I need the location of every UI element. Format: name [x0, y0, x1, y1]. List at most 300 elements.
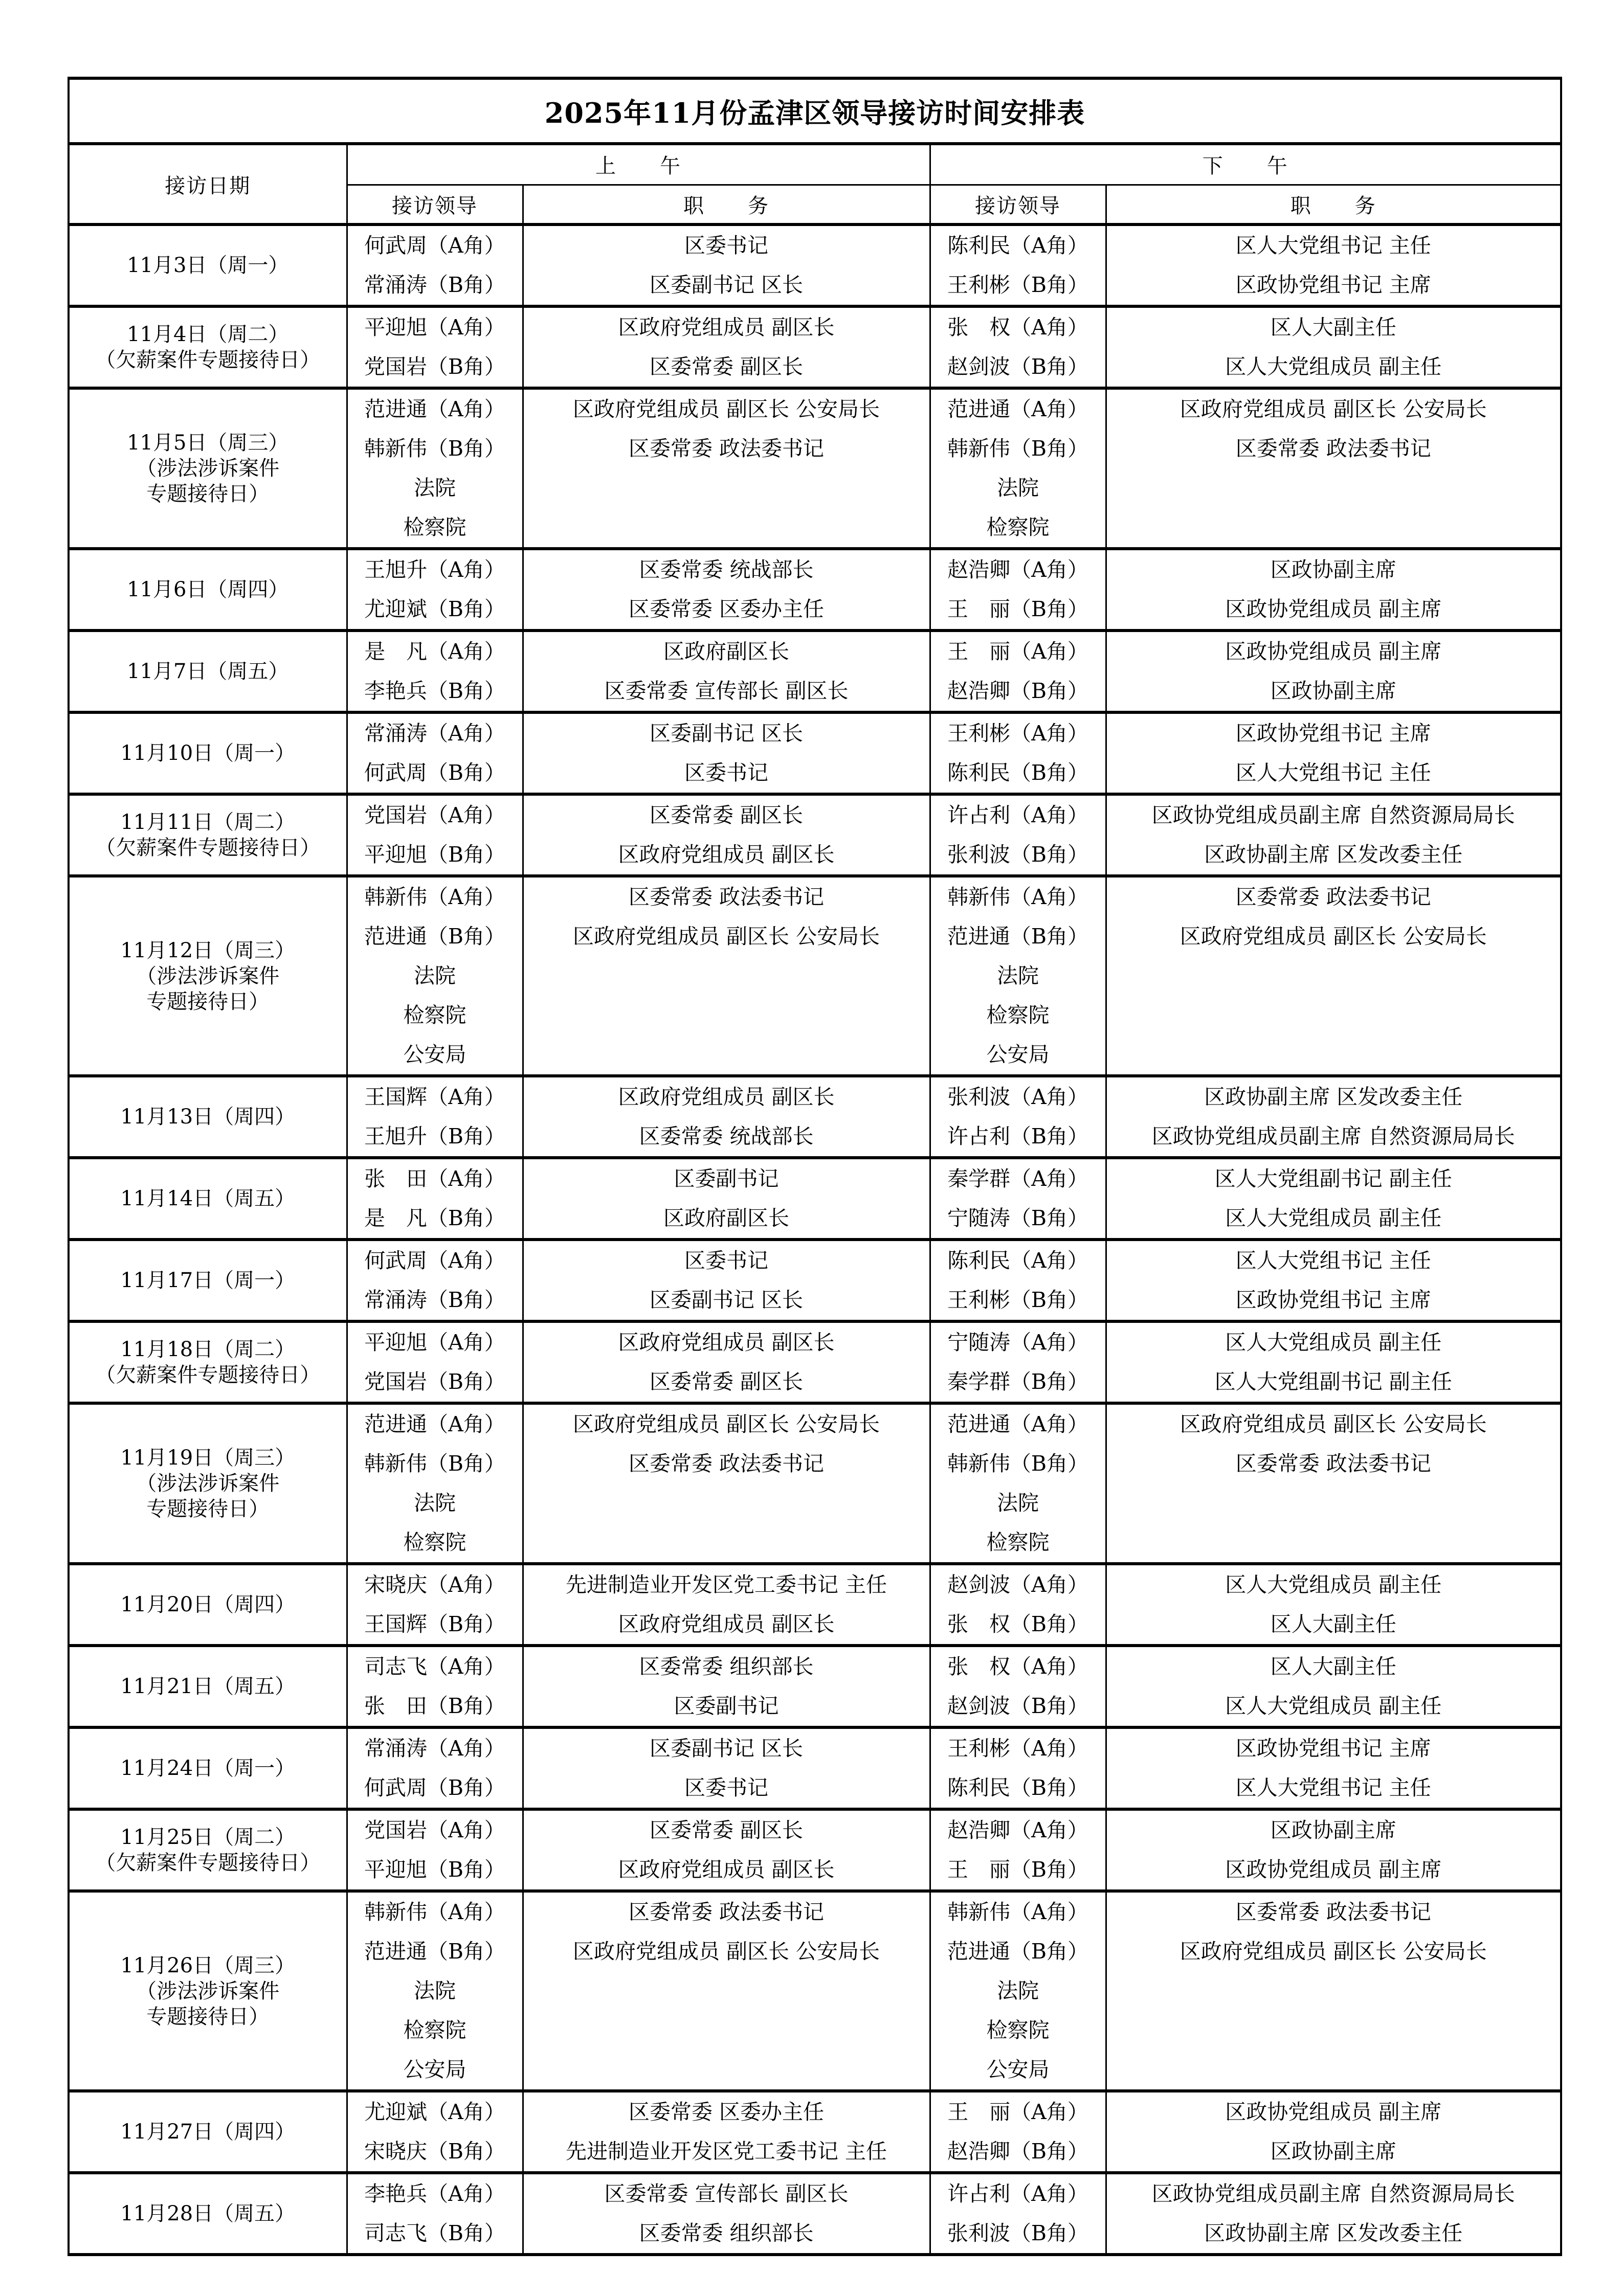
pm-leader: 法院 [997, 476, 1039, 500]
pm-positions-cell [1106, 549, 1561, 631]
pm-leader: 王 丽（A角） [947, 2100, 1088, 2124]
date-label: 11月25日（周二） [120, 1826, 296, 1849]
pm-position: 区政协党组成员 副主席 [1225, 639, 1442, 664]
pm-position: 区政协党组成员副主席 自然资源局局长 [1151, 2181, 1515, 2206]
pm-position: 区人大党组成员 副主任 [1225, 1572, 1442, 1597]
am-position: 区委常委 区委办主任 [628, 2100, 825, 2124]
am-position: 区委常委 政法委书记 [628, 1900, 825, 1924]
am-leaders-cell [347, 1240, 523, 1321]
date-label: 11月18日（周二） [120, 1338, 296, 1361]
am-position: 区政府党组成员 副区长 [618, 1612, 835, 1636]
pm-leader: 许占利（B角） [947, 1124, 1089, 1149]
special-day-note: （涉法涉诉案件 [136, 1472, 280, 1495]
pm-position: 区政府党组成员 副区长 公安局长 [1180, 1939, 1487, 1964]
date-cell [69, 1891, 347, 2091]
am-leader: 张 田（A角） [364, 1166, 505, 1191]
am-positions-cell [523, 1321, 930, 1403]
pm-leader: 张 权（B角） [947, 1612, 1089, 1636]
pm-positions-cell [1106, 1321, 1561, 1403]
am-leader: 李艳兵（B角） [364, 679, 506, 703]
pm-leader: 王 丽（B角） [947, 1857, 1089, 1882]
date-label: 11月19日（周三） [120, 1446, 296, 1470]
date-cell [69, 2173, 347, 2255]
am-positions-cell [523, 1646, 930, 1727]
pm-position: 区委常委 政法委书记 [1235, 436, 1431, 461]
am-positions-cell [523, 1564, 930, 1646]
pm-position: 区人大党组书记 主任 [1235, 233, 1431, 258]
date-label: 11月7日（周五） [127, 660, 289, 683]
pm-position [1107, 468, 1561, 508]
am-position: 区委副书记 区长 [649, 273, 804, 297]
special-day-note: 专题接待日） [146, 989, 270, 1014]
pm-leader: 陈利民（A角） [947, 1248, 1088, 1273]
am-positions-cell [523, 1240, 930, 1321]
am-leader: 司志飞（A角） [364, 1654, 505, 1679]
pm-leaders-cell [930, 876, 1106, 1076]
schedule-row [69, 712, 1561, 794]
am-position: 区委常委 宣传部长 副区长 [604, 2181, 849, 2206]
pm-leaders-cell [930, 306, 1106, 388]
am-leader: 平迎旭（B角） [364, 842, 506, 867]
pm-positions-cell [1106, 224, 1561, 306]
am-positions-cell [523, 2173, 930, 2255]
pm-position [1107, 996, 1561, 1035]
schedule-row [69, 1646, 1561, 1727]
pm-leader: 韩新伟（B角） [947, 436, 1089, 461]
special-day-note: （涉法涉诉案件 [136, 457, 280, 480]
am-position: 区政府党组成员 副区长 [618, 1857, 835, 1882]
am-leaders-cell [347, 631, 523, 712]
schedule-row [69, 876, 1561, 1076]
am-leader: 韩新伟（B角） [364, 1451, 506, 1476]
am-leader: 范进通（A角） [364, 397, 505, 421]
pm-leader: 宁随涛（A角） [947, 1330, 1088, 1355]
am-position: 区委副书记 [674, 1694, 779, 1718]
am-position: 区政府副区长 [663, 639, 789, 664]
am-leader: 公安局 [403, 2057, 466, 2082]
pm-leader: 检察院 [986, 515, 1050, 539]
date-label: 11月3日（周一） [127, 254, 289, 277]
am-position: 区委书记 [684, 1775, 768, 1800]
am-leaders-cell [347, 306, 523, 388]
pm-leaders-cell [930, 388, 1106, 549]
am-position [524, 1483, 929, 1523]
pm-leader: 韩新伟（A角） [947, 1900, 1088, 1924]
pm-leaders-cell [930, 1240, 1106, 1321]
am-leader: 司志飞（B角） [364, 2221, 506, 2245]
special-day-note: （欠薪案件专题接待日） [95, 1363, 321, 1387]
am-leader: 党国岩（A角） [364, 1818, 505, 1842]
am-leader: 王国辉（A角） [364, 1085, 505, 1109]
date-label: 11月27日（周四） [120, 2120, 296, 2144]
pm-position [1107, 1971, 1561, 2011]
pm-positions-cell [1106, 2091, 1561, 2173]
am-leader: 是 凡（A角） [364, 639, 505, 664]
pm-leader: 检察院 [986, 1003, 1050, 1027]
am-positions-cell [523, 1727, 930, 1809]
date-label: 11月20日（周四） [120, 1593, 296, 1616]
date-cell [69, 2091, 347, 2173]
am-leader: 法院 [414, 1491, 456, 1515]
pm-positions-cell [1106, 388, 1561, 549]
am-position: 区政府党组成员 副区长 [618, 1330, 835, 1355]
date-cell [69, 1809, 347, 1891]
am-position: 区委常委 组织部长 [639, 1654, 814, 1679]
am-leader: 王旭升（B角） [364, 1124, 506, 1149]
am-leader: 韩新伟（B角） [364, 436, 506, 461]
pm-leader: 王利彬（A角） [947, 1736, 1088, 1761]
pm-position: 区政协党组成员 副主席 [1225, 2100, 1442, 2124]
pm-position: 区政府党组成员 副区长 公安局长 [1180, 924, 1487, 949]
am-position [524, 956, 929, 996]
pm-leader: 秦学群（A角） [947, 1166, 1088, 1191]
am-position: 区委常委 组织部长 [639, 2221, 814, 2245]
pm-leaders-cell [930, 712, 1106, 794]
pm-positions-cell [1106, 1727, 1561, 1809]
date-cell [69, 1321, 347, 1403]
pm-position: 区政协副主席 区发改委主任 [1204, 1085, 1463, 1109]
pm-position [1107, 956, 1561, 996]
schedule-row [69, 1564, 1561, 1646]
pm-positions-cell [1106, 1809, 1561, 1891]
special-day-note: （涉法涉诉案件 [136, 1979, 280, 2003]
header-date: 接访日期 [69, 144, 347, 224]
am-position: 区委书记 [684, 233, 768, 258]
pm-leaders-cell [930, 1891, 1106, 2091]
am-position: 区委常委 政法委书记 [628, 436, 825, 461]
am-leaders-cell [347, 1321, 523, 1403]
pm-position: 区人大党组书记 主任 [1235, 1775, 1431, 1800]
am-leader: 何武周（A角） [364, 1248, 505, 1273]
am-position: 区政府党组成员 副区长 [618, 315, 835, 340]
date-cell [69, 549, 347, 631]
am-position [524, 1971, 929, 2011]
pm-position [1107, 508, 1561, 547]
schedule-row [69, 388, 1561, 549]
pm-position [1107, 2050, 1561, 2089]
pm-positions-cell [1106, 1646, 1561, 1727]
pm-leader: 范进通（A角） [947, 1412, 1088, 1436]
am-leaders-cell [347, 1809, 523, 1891]
date-label: 11月5日（周三） [127, 431, 289, 455]
am-leader: 范进通（A角） [364, 1412, 505, 1436]
pm-leaders-cell [930, 1727, 1106, 1809]
am-positions-cell [523, 2091, 930, 2173]
pm-leader: 王 丽（B角） [947, 597, 1089, 621]
date-label: 11月12日（周三） [120, 938, 296, 962]
am-leader: 宋晓庆（B角） [364, 2139, 506, 2164]
am-position: 区委书记 [684, 1248, 768, 1273]
pm-positions-cell [1106, 1403, 1561, 1564]
pm-leader: 王 丽（A角） [947, 639, 1088, 664]
pm-leader: 陈利民（A角） [947, 233, 1088, 258]
schedule-row [69, 306, 1561, 388]
special-day-note: 专题接待日） [146, 2005, 270, 2029]
pm-position: 区人大党组副书记 副主任 [1214, 1369, 1452, 1394]
pm-leader: 赵浩卿（A角） [947, 557, 1088, 582]
date-cell [69, 1646, 347, 1727]
am-leaders-cell [347, 1891, 523, 2091]
pm-leader: 张 权（A角） [947, 315, 1088, 340]
pm-leader: 检察院 [986, 2018, 1050, 2042]
pm-position: 区政协党组成员副主席 自然资源局局长 [1151, 1124, 1515, 1149]
am-leader: 尤迎斌（A角） [364, 2100, 505, 2124]
am-position: 区委常委 副区长 [649, 1818, 804, 1842]
pm-leaders-cell [930, 1158, 1106, 1240]
am-position [524, 468, 929, 508]
am-positions-cell [523, 388, 930, 549]
pm-position: 区政协副主席 [1270, 2139, 1396, 2164]
pm-leader: 韩新伟（A角） [947, 885, 1088, 909]
pm-position: 区人大党组成员 副主任 [1225, 1330, 1442, 1355]
pm-position: 区政协党组成员 副主席 [1225, 1857, 1442, 1882]
am-position: 区委副书记 区长 [649, 721, 804, 746]
special-day-note: 专题接待日） [146, 482, 270, 506]
am-position [524, 2011, 929, 2050]
am-leader: 范进通（B角） [364, 924, 506, 949]
schedule-row [69, 1809, 1561, 1891]
am-leader: 平迎旭（B角） [364, 1857, 506, 1882]
am-leader: 李艳兵（A角） [364, 2181, 505, 2206]
pm-leader: 范进通（B角） [947, 924, 1089, 949]
schedule-table [68, 77, 1562, 2256]
am-position: 区委常委 宣传部长 副区长 [604, 679, 849, 703]
schedule-row [69, 1240, 1561, 1321]
am-leader: 常涌涛（A角） [364, 721, 505, 746]
schedule-row [69, 1403, 1561, 1564]
am-position [524, 1035, 929, 1074]
am-leaders-cell [347, 1564, 523, 1646]
date-cell [69, 876, 347, 1076]
pm-leader: 张利波（B角） [947, 2221, 1089, 2245]
pm-position: 区委常委 政法委书记 [1235, 1900, 1431, 1924]
date-cell [69, 794, 347, 876]
am-leader: 尤迎斌（B角） [364, 597, 506, 621]
am-leaders-cell [347, 1403, 523, 1564]
date-cell [69, 388, 347, 549]
pm-leaders-cell [930, 549, 1106, 631]
pm-position: 区人大党组成员 副主任 [1225, 1694, 1442, 1718]
pm-position: 区政府党组成员 副区长 公安局长 [1180, 397, 1487, 421]
pm-leaders-cell [930, 1809, 1106, 1891]
pm-leader: 赵浩卿（A角） [947, 1818, 1088, 1842]
am-leader: 法院 [414, 963, 456, 988]
pm-leader: 陈利民（B角） [947, 1775, 1089, 1800]
am-leaders-cell [347, 1076, 523, 1158]
pm-position: 区委常委 政法委书记 [1235, 1451, 1431, 1476]
pm-position: 区人大党组成员 副主任 [1225, 1206, 1442, 1230]
pm-position: 区人大党组书记 主任 [1235, 1248, 1431, 1273]
am-position: 区政府党组成员 副区长 公安局长 [572, 924, 880, 949]
am-positions-cell [523, 306, 930, 388]
am-leader: 何武周（A角） [364, 233, 505, 258]
am-leaders-cell [347, 1646, 523, 1727]
pm-position: 区人大副主任 [1270, 315, 1396, 340]
am-leader: 检察院 [403, 1530, 466, 1555]
am-positions-cell [523, 1809, 930, 1891]
pm-leader: 宁随涛（B角） [947, 1206, 1089, 1230]
date-label: 11月13日（周四） [120, 1105, 296, 1129]
pm-positions-cell [1106, 712, 1561, 794]
am-position: 区委常委 区委办主任 [628, 597, 825, 621]
schedule-row [69, 631, 1561, 712]
am-positions-cell [523, 1891, 930, 2091]
am-position: 先进制造业开发区党工委书记 主任 [565, 2139, 887, 2164]
am-leader: 党国岩（B角） [364, 354, 506, 379]
schedule-row [69, 549, 1561, 631]
am-position: 区委常委 政法委书记 [628, 1451, 825, 1476]
pm-leaders-cell [930, 2091, 1106, 2173]
pm-leader: 许占利（A角） [947, 803, 1088, 827]
pm-position [1107, 1483, 1561, 1523]
schedule-row [69, 1158, 1561, 1240]
header-pm-position: 职 务 [1106, 185, 1561, 224]
am-leader: 韩新伟（A角） [364, 1900, 505, 1924]
am-leader: 是 凡（B角） [364, 1206, 506, 1230]
am-positions-cell [523, 876, 930, 1076]
am-leaders-cell [347, 2091, 523, 2173]
date-label: 11月24日（周一） [120, 1757, 296, 1780]
schedule-sheet [68, 77, 1560, 2256]
pm-leader: 王利彬（B角） [947, 273, 1089, 297]
date-label: 11月17日（周一） [120, 1269, 296, 1292]
header-pm-leader: 接访领导 [930, 185, 1106, 224]
pm-leader: 赵剑波（B角） [947, 354, 1089, 379]
pm-position: 区人大党组书记 主任 [1235, 760, 1431, 785]
am-positions-cell [523, 224, 930, 306]
pm-leader: 张利波（A角） [947, 1085, 1088, 1109]
pm-leader: 秦学群（B角） [947, 1369, 1089, 1394]
pm-leader: 韩新伟（B角） [947, 1451, 1089, 1476]
pm-position: 区政协党组书记 主席 [1235, 1736, 1431, 1761]
am-position: 区委副书记 区长 [649, 1288, 804, 1312]
am-leaders-cell [347, 712, 523, 794]
pm-positions-cell [1106, 1076, 1561, 1158]
am-leader: 法院 [414, 1978, 456, 2003]
pm-leader: 公安局 [986, 2057, 1050, 2082]
date-cell [69, 712, 347, 794]
am-leader: 检察院 [403, 2018, 466, 2042]
am-leaders-cell [347, 1158, 523, 1240]
schedule-row [69, 224, 1561, 306]
pm-leader: 法院 [997, 963, 1039, 988]
am-leaders-cell [347, 549, 523, 631]
pm-position: 区政协党组书记 主席 [1235, 721, 1431, 746]
am-leader: 检察院 [403, 515, 466, 539]
am-position: 区委书记 [684, 760, 768, 785]
am-position: 区委常委 副区长 [649, 803, 804, 827]
am-leader: 宋晓庆（A角） [364, 1572, 505, 1597]
pm-position: 区政协党组成员 副主席 [1225, 597, 1442, 621]
am-positions-cell [523, 1158, 930, 1240]
am-leader: 何武周（B角） [364, 760, 506, 785]
am-position: 先进制造业开发区党工委书记 主任 [565, 1572, 887, 1597]
pm-leader: 检察院 [986, 1530, 1050, 1555]
am-leader: 常涌涛（A角） [364, 1736, 505, 1761]
schedule-row [69, 2173, 1561, 2255]
pm-leaders-cell [930, 631, 1106, 712]
special-day-note: （涉法涉诉案件 [136, 964, 280, 988]
am-leader: 张 田（B角） [364, 1694, 506, 1718]
pm-position [1107, 1523, 1561, 1562]
am-position: 区政府副区长 [663, 1206, 789, 1230]
am-leader: 王国辉（B角） [364, 1612, 506, 1636]
pm-positions-cell [1106, 2173, 1561, 2255]
schedule-row [69, 1727, 1561, 1809]
pm-leaders-cell [930, 1321, 1106, 1403]
pm-leaders-cell [930, 2173, 1106, 2255]
am-leaders-cell [347, 1727, 523, 1809]
pm-position [1107, 2011, 1561, 2050]
pm-leader: 范进通（A角） [947, 397, 1088, 421]
am-position [524, 996, 929, 1035]
am-leader: 党国岩（B角） [364, 1369, 506, 1394]
pm-position: 区政协党组书记 主席 [1235, 273, 1431, 297]
schedule-row [69, 1076, 1561, 1158]
am-position: 区委常委 副区长 [649, 354, 804, 379]
am-leaders-cell [347, 224, 523, 306]
pm-leader: 赵剑波（B角） [947, 1694, 1089, 1718]
schedule-body [69, 224, 1561, 2255]
header-am-leader: 接访领导 [347, 185, 523, 224]
am-leader: 王旭升（A角） [364, 557, 505, 582]
pm-position [1107, 1035, 1561, 1074]
am-leader: 平迎旭（A角） [364, 1330, 505, 1355]
am-position: 区政府党组成员 副区长 公安局长 [572, 1939, 880, 1964]
pm-leader: 陈利民（B角） [947, 760, 1089, 785]
special-day-note: （欠薪案件专题接待日） [95, 1851, 321, 1875]
am-positions-cell [523, 712, 930, 794]
pm-positions-cell [1106, 1891, 1561, 2091]
pm-position: 区政协党组成员副主席 自然资源局局长 [1151, 803, 1515, 827]
am-position: 区委常委 统战部长 [639, 557, 814, 582]
am-position [524, 1523, 929, 1562]
am-position [524, 508, 929, 547]
pm-positions-cell [1106, 1158, 1561, 1240]
pm-position: 区政协副主席 [1270, 1818, 1396, 1842]
pm-leader: 赵浩卿（B角） [947, 679, 1089, 703]
header-morning: 上 午 [347, 144, 930, 185]
pm-leader: 赵剑波（A角） [947, 1572, 1088, 1597]
pm-leaders-cell [930, 1564, 1106, 1646]
am-leader: 何武周（B角） [364, 1775, 506, 1800]
am-position: 区委副书记 [674, 1166, 779, 1191]
pm-leader: 公安局 [986, 1042, 1050, 1067]
date-cell [69, 1240, 347, 1321]
pm-leader: 法院 [997, 1491, 1039, 1515]
pm-position: 区人大党组成员 副主任 [1225, 354, 1442, 379]
am-positions-cell [523, 631, 930, 712]
pm-leader: 赵浩卿（B角） [947, 2139, 1089, 2164]
am-position: 区政府党组成员 副区长 [618, 842, 835, 867]
pm-leaders-cell [930, 794, 1106, 876]
am-positions-cell [523, 549, 930, 631]
pm-position: 区政协副主席 区发改委主任 [1204, 2221, 1463, 2245]
pm-leader: 许占利（A角） [947, 2181, 1088, 2206]
am-position: 区委常委 副区长 [649, 1369, 804, 1394]
am-positions-cell [523, 1076, 930, 1158]
pm-leader: 王利彬（B角） [947, 1288, 1089, 1312]
pm-position: 区委常委 政法委书记 [1235, 885, 1431, 909]
pm-leaders-cell [930, 1076, 1106, 1158]
pm-position: 区政协党组书记 主席 [1235, 1288, 1431, 1312]
special-day-note: （欠薪案件专题接待日） [95, 348, 321, 372]
header-afternoon: 下 午 [930, 144, 1561, 185]
date-cell [69, 224, 347, 306]
date-cell [69, 1076, 347, 1158]
special-day-note: （欠薪案件专题接待日） [95, 836, 321, 860]
am-leaders-cell [347, 2173, 523, 2255]
